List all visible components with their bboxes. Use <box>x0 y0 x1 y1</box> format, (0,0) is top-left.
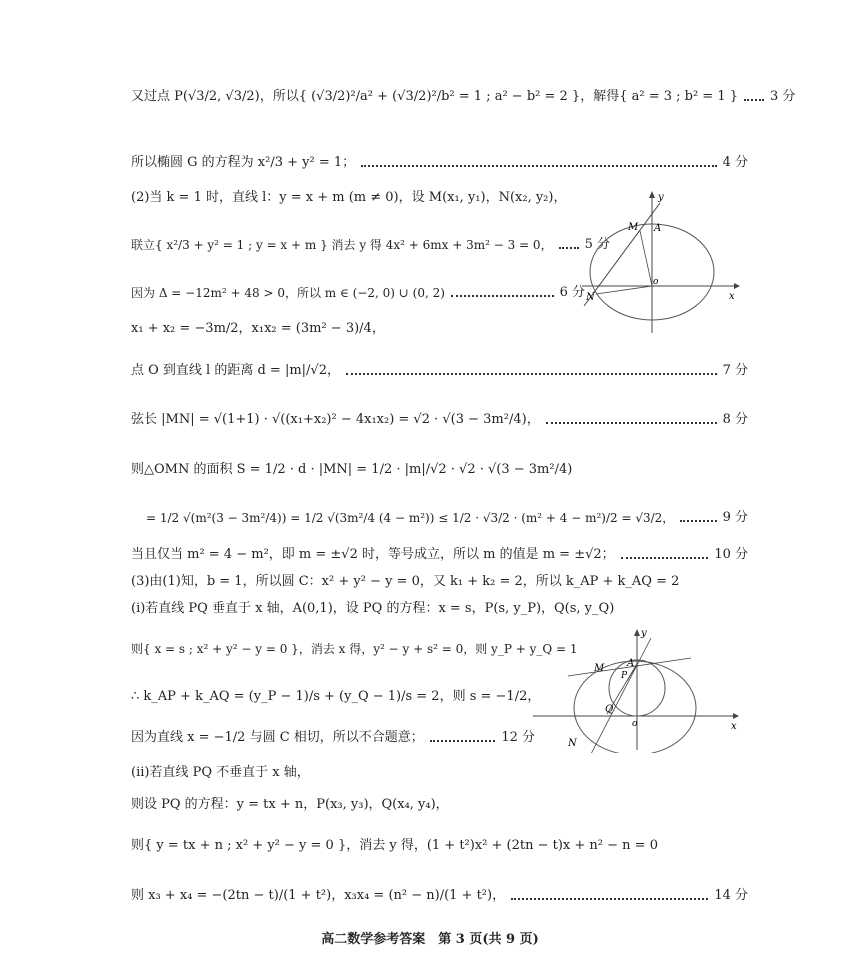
dot-leader <box>361 165 716 167</box>
dot-leader <box>346 373 717 375</box>
answer-line-20 <box>131 887 748 905</box>
label-o: o <box>632 719 638 729</box>
label-p: P <box>621 671 628 681</box>
answer-line-1 <box>131 88 796 106</box>
segment-on <box>596 286 652 294</box>
answer-line-6: x₁ + x₂ = −3m/2，x₁x₂ = (3m² − 3)/4， <box>131 321 385 336</box>
dot-leader <box>559 247 579 249</box>
label-n: N <box>586 292 595 303</box>
line-text: 又过点 P(√3/2, √3/2)，所以{ (√3/2)²/a² + (√3/2)²/b² = 1 ; a² − b² = 2 }，解得{ a² = 3 ; b² = 1 } <box>131 89 738 104</box>
ellipse-figure-2 <box>533 628 743 753</box>
score-label: 6 分 <box>559 285 585 300</box>
answer-line-8 <box>131 411 748 429</box>
x-axis-arrow <box>733 713 739 719</box>
dot-leader <box>451 295 554 297</box>
dot-leader <box>546 422 717 424</box>
dot-leader <box>511 898 708 900</box>
score-label: 12 分 <box>501 730 535 745</box>
answer-line-18: 则设 PQ 的方程：y = tx + n，P(x₃, y₃)，Q(x₄, y₄)， <box>131 797 449 812</box>
dot-leader <box>430 740 496 742</box>
ellipse-g <box>574 661 696 753</box>
line-text: 当且仅当 m² = 4 − m²，即 m = ±√2 时，等号成立，所以 m 的值是 m = ±√2； <box>131 547 615 562</box>
line-text: 联立{ x²/3 + y² = 1 ; y = x + m } 消去 y 得 4x² + 6mx + 3m² − 3 = 0， <box>131 238 553 252</box>
ellipse-figure-1 <box>582 188 742 338</box>
answer-line-3: (2)当 k = 1 时，直线 l：y = x + m (m ≠ 0)，设 M(x₁, y₁)，N(x₂, y₂)， <box>131 190 567 205</box>
label-y: y <box>658 192 664 203</box>
answer-line-19: 则{ y = tx + n ; x² + y² − y = 0 }，消去 y 得，(1 + t²)x² + (2tn − t)x + n² − n = 0 <box>131 838 658 853</box>
answer-line-10 <box>146 509 748 527</box>
y-axis-arrow <box>634 629 640 636</box>
dot-leader <box>680 520 716 522</box>
answer-line-14: 则{ x = s ; x² + y² − y = 0 }，消去 x 得，y² − y + s² = 0，则 y_P + y_Q = 1 <box>131 642 578 656</box>
answer-line-15: ∴ k_AP + k_AQ = (y_P − 1)/s + (y_Q − 1)/s = 2，则 s = −1/2， <box>131 689 541 704</box>
answer-line-11 <box>131 546 748 564</box>
label-m: M <box>594 663 605 674</box>
line-text: = 1/2 √(m²(3 − 3m²/4)) = 1/2 √(3m²/4 (4 − m²)) ≤ 1/2 · √3/2 · (m² + 4 − m²)/2 = √3/2， <box>146 511 675 525</box>
answer-line-17: (ⅱ)若直线 PQ 不垂直于 x 轴， <box>131 765 310 780</box>
label-m: M <box>628 222 639 233</box>
segment-om <box>640 231 652 286</box>
dot-leader <box>744 99 764 101</box>
line-text: 因为 Δ = −12m² + 48 > 0，所以 m ∈ (−2, 0) ∪ (0, 2) <box>131 286 445 300</box>
x-axis-arrow <box>734 283 740 289</box>
label-a: A <box>627 658 635 669</box>
label-x: x <box>731 721 737 732</box>
label-n: N <box>568 738 577 749</box>
page-footer: 高二数学参考答案 第 3 页(共 9 页) <box>321 932 539 947</box>
label-x: x <box>729 291 735 302</box>
score-label: 10 分 <box>714 547 748 562</box>
score-label: 8 分 <box>722 412 748 427</box>
label-q: Q <box>605 704 614 715</box>
answer-line-2 <box>131 154 748 172</box>
line-text: 弦长 |MN| = √(1+1) · √((x₁+x₂)² − 4x₁x₂) = √2 · √(3 − 3m²/4)， <box>131 412 540 427</box>
line-text: 因为直线 x = −1/2 与圆 C 相切，所以不合题意； <box>131 730 424 745</box>
dot-leader <box>621 557 709 559</box>
score-label: 14 分 <box>714 888 748 903</box>
label-a: A <box>654 223 662 234</box>
answer-line-13: (ⅰ)若直线 PQ 垂直于 x 轴，A(0,1)，设 PQ 的方程：x = s，P(s, y_P)，Q(s, y_Q) <box>131 601 615 616</box>
answer-line-16 <box>131 729 535 747</box>
score-label: 3 分 <box>770 89 796 104</box>
answer-line-7 <box>131 362 748 380</box>
answer-line-9: 则△OMN 的面积 S = 1/2 · d · |MN| = 1/2 · |m|/√2 · √2 · √(3 − 3m²/4) <box>131 462 573 477</box>
score-label: 9 分 <box>722 510 748 525</box>
label-o: o <box>653 277 659 287</box>
answer-line-12: (3)由(1)知，b = 1，所以圆 C：x² + y² − y = 0，又 k₁ + k₂ = 2，所以 k_AP + k_AQ = 2 <box>131 574 680 589</box>
line-text: 则 x₃ + x₄ = −(2tn − t)/(1 + t²)，x₃x₄ = (n² − n)/(1 + t²)， <box>131 888 506 903</box>
label-y: y <box>641 628 647 639</box>
line-pq <box>591 638 651 753</box>
answer-line-5 <box>131 284 585 302</box>
score-label: 5 分 <box>584 237 610 252</box>
score-label: 4 分 <box>722 155 748 170</box>
line-text: 所以椭圆 G 的方程为 x²/3 + y² = 1； <box>131 155 356 170</box>
line-text: 点 O 到直线 l 的距离 d = |m|/√2， <box>131 363 340 378</box>
score-label: 7 分 <box>722 363 748 378</box>
y-axis-arrow <box>649 191 655 198</box>
answer-line-4 <box>131 236 610 254</box>
